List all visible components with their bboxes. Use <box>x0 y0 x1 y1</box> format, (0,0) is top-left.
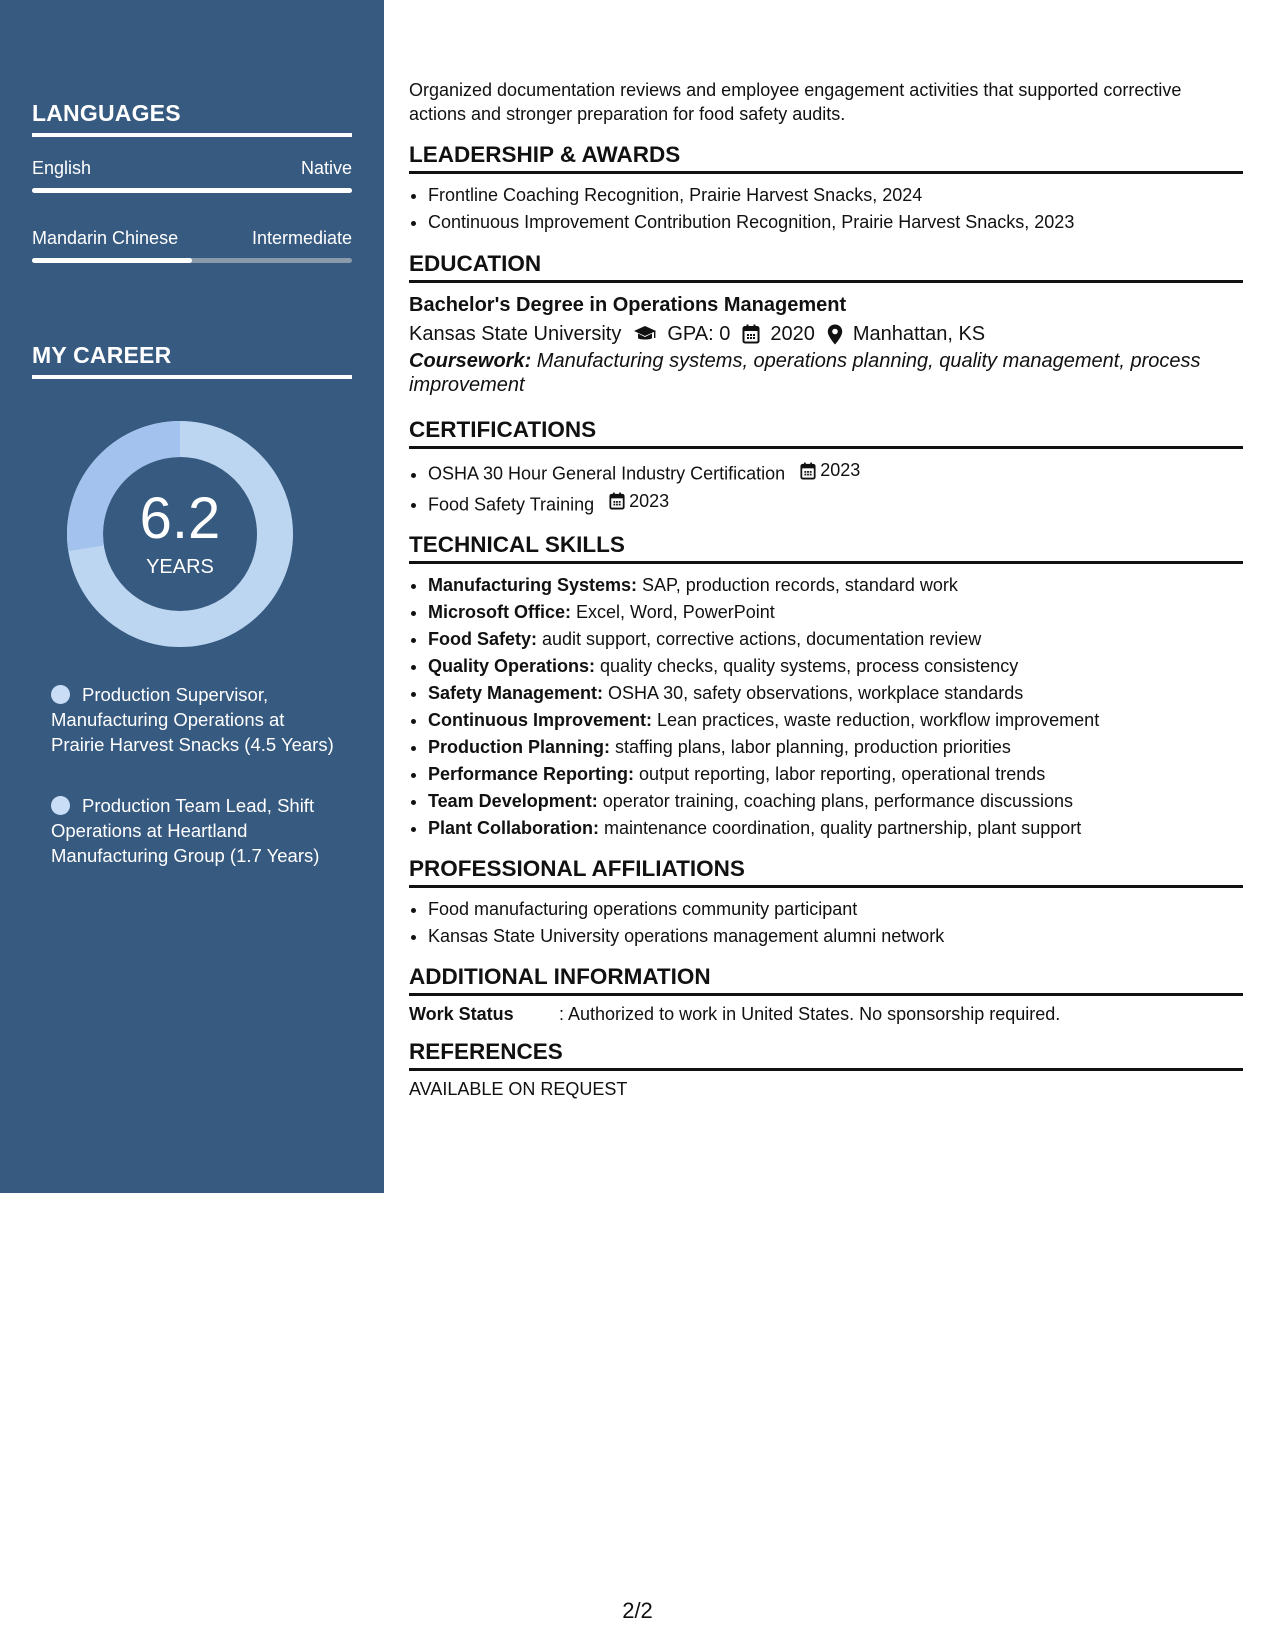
school-name: Kansas State University <box>409 323 622 345</box>
career-heading: MY CAREER <box>32 342 352 379</box>
graduation-year: 2020 <box>770 323 815 345</box>
additional-info-section <box>409 964 1243 1025</box>
skill-value: audit support, corrective actions, documentation review <box>537 629 982 649</box>
language-item <box>32 158 352 193</box>
skill-value: operator training, coaching plans, performance discussions <box>597 791 1073 811</box>
list-item: • Continuous Improvement Contribution Recognition, Prairie Harvest Snacks, 2023 <box>428 209 1243 236</box>
skill-label: Safety Management: <box>428 683 604 703</box>
career-item-text: Production Supervisor, Manufacturing Operations at Prairie Harvest Snacks (4.5 Years) <box>51 684 334 755</box>
leadership-section <box>409 142 1243 236</box>
bullet-dot-icon <box>51 685 70 704</box>
skill-label: Food Safety: <box>428 629 538 649</box>
career-total-unit: YEARS <box>146 556 214 578</box>
section-title: TECHNICAL SKILLS <box>409 532 1243 564</box>
section-title: REFERENCES <box>409 1039 1243 1071</box>
education-details <box>409 319 1243 349</box>
work-status-value: : Authorized to work in United States. No sponsorship required. <box>559 1004 1061 1024</box>
affiliations-section <box>409 856 1243 950</box>
sidebar <box>0 0 384 1193</box>
section-title: CERTIFICATIONS <box>409 417 1243 449</box>
list-item <box>428 734 1243 761</box>
career-total-years: 6.2 <box>139 486 221 551</box>
language-level: Intermediate <box>251 228 352 248</box>
intro-paragraph: Organized documentation reviews and employee engagement activities that supported corrective actions and stronger preparation for food safety audits. <box>409 80 1182 124</box>
skill-value: Excel, Word, PowerPoint <box>571 602 775 622</box>
list-item <box>428 653 1243 680</box>
language-item <box>32 228 352 263</box>
career-item <box>51 793 341 868</box>
list-item <box>428 572 1243 599</box>
language-level: Native <box>300 158 352 178</box>
skill-label: Quality Operations: <box>428 656 596 676</box>
certification-year: 2023 <box>820 460 861 480</box>
skill-label: Production Planning: <box>428 737 610 757</box>
list-item: • Kansas State University operations management alumni network <box>428 923 1243 950</box>
coursework-text: Manufacturing systems, operations planning, quality management, process improvement <box>409 350 1201 396</box>
graduation-cap-icon <box>633 325 657 343</box>
language-name: English <box>32 158 92 178</box>
list-item <box>428 457 1243 488</box>
certifications-section <box>409 417 1243 518</box>
work-status-row <box>409 1004 1243 1025</box>
map-pin-icon <box>827 324 843 345</box>
skill-label: Team Development: <box>428 791 598 811</box>
skill-value: output reporting, labor reporting, operational trends <box>634 764 1046 784</box>
skill-value: maintenance coordination, quality partnership, plant support <box>599 818 1082 838</box>
section-title: ADDITIONAL INFORMATION <box>409 964 1243 996</box>
certification-date <box>800 457 860 484</box>
education-section <box>409 251 1243 397</box>
skill-value: Lean practices, waste reduction, workflow improvement <box>652 710 1100 730</box>
section-title: LEADERSHIP & AWARDS <box>409 142 1243 174</box>
section-title: PROFESSIONAL AFFILIATIONS <box>409 856 1243 888</box>
certification-date <box>609 488 669 515</box>
list-item: • Frontline Coaching Recognition, Prairie Harvest Snacks, 2024 <box>428 182 1243 209</box>
skill-label: Performance Reporting: <box>428 764 635 784</box>
language-name: Mandarin Chinese <box>32 228 179 248</box>
certifications-list <box>409 457 1243 518</box>
language-proficiency-bar <box>32 188 352 193</box>
certification-name: Food Safety Training <box>428 494 595 514</box>
calendar-icon <box>742 324 760 344</box>
school-location: Manhattan, KS <box>852 323 986 345</box>
gpa-text: GPA: 0 <box>667 323 731 345</box>
skills-list <box>409 572 1243 842</box>
skill-value: quality checks, quality systems, process consistency <box>595 656 1019 676</box>
coursework <box>409 349 1243 397</box>
leadership-list <box>409 182 1243 236</box>
skill-label: Continuous Improvement: <box>428 710 652 730</box>
list-item <box>428 626 1243 653</box>
page-number: 2/2 <box>622 1598 653 1623</box>
certification-year: 2023 <box>629 490 670 511</box>
language-proficiency-bar <box>32 258 352 263</box>
calendar-icon <box>609 492 625 510</box>
list-item <box>428 599 1243 626</box>
affiliations-list <box>409 896 1243 950</box>
list-item <box>428 488 1243 519</box>
section-title: EDUCATION <box>409 251 1243 283</box>
list-item <box>428 761 1243 788</box>
degree-title: Bachelor's Degree in Operations Management <box>409 294 847 316</box>
skill-value: staffing plans, labor planning, production priorities <box>610 737 1011 757</box>
references-text: AVAILABLE ON REQUEST <box>409 1079 628 1099</box>
skill-label: Plant Collaboration: <box>428 818 599 838</box>
main-content <box>409 78 1243 1100</box>
career-item-text: Production Team Lead, Shift Operations at Heartland Manufacturing Group (1.7 Years) <box>51 795 320 866</box>
languages-heading: LANGUAGES <box>32 100 352 137</box>
list-item <box>428 707 1243 734</box>
list-item <box>428 815 1243 842</box>
language-proficiency-fill <box>32 188 352 193</box>
skill-value: OSHA 30, safety observations, workplace standards <box>603 683 1024 703</box>
calendar-icon <box>800 462 816 480</box>
skill-label: Microsoft Office: <box>428 602 572 622</box>
list-item: • Food manufacturing operations community participant <box>428 896 1243 923</box>
bullet-dot-icon <box>51 796 70 815</box>
career-item <box>51 682 341 757</box>
coursework-label: Coursework: <box>409 350 532 372</box>
work-status-label: Work Status <box>409 1004 514 1024</box>
technical-skills-section <box>409 532 1243 842</box>
skill-value: SAP, production records, standard work <box>637 575 958 595</box>
list-item <box>428 788 1243 815</box>
certification-name: OSHA 30 Hour General Industry Certification <box>428 463 786 484</box>
language-proficiency-fill <box>32 258 192 263</box>
skill-label: Manufacturing Systems: <box>428 575 638 595</box>
list-item <box>428 680 1243 707</box>
references-section <box>409 1039 1243 1100</box>
